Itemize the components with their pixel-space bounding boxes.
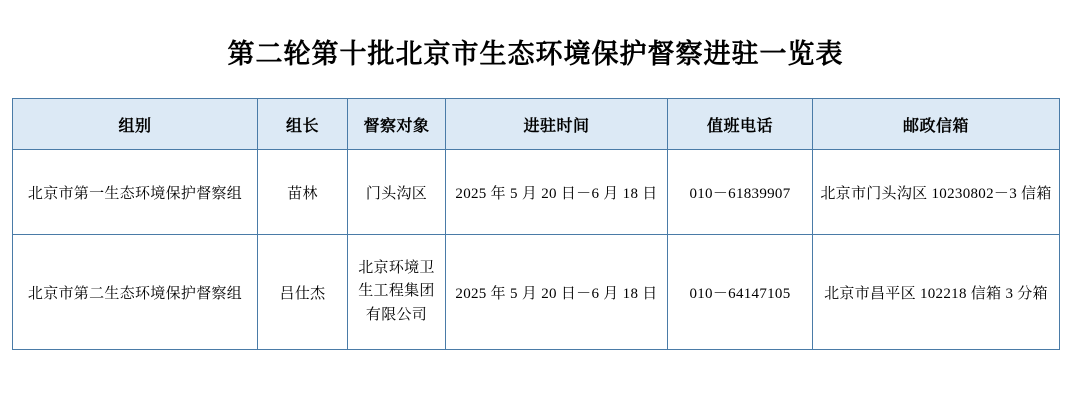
inspection-table <box>12 98 1060 350</box>
cell-mail: 北京市昌平区 102218 信箱 3 分箱 <box>813 235 1060 350</box>
cell-time: 2025 年 5 月 20 日－6 月 18 日 <box>446 150 668 235</box>
cell-target: 门头沟区 <box>348 150 446 235</box>
column-header-time: 进驻时间 <box>446 99 668 150</box>
cell-group: 北京市第二生态环境保护督察组 <box>13 235 258 350</box>
table-row <box>13 235 1060 350</box>
cell-target: 北京环境卫生工程集团有限公司 <box>348 235 446 350</box>
table-body <box>13 150 1060 350</box>
cell-group: 北京市第一生态环境保护督察组 <box>13 150 258 235</box>
cell-leader: 吕仕杰 <box>258 235 348 350</box>
table-header <box>13 99 1060 150</box>
cell-phone: 010－61839907 <box>668 150 813 235</box>
column-header-mail: 邮政信箱 <box>813 99 1060 150</box>
column-header-group: 组别 <box>13 99 258 150</box>
table-row <box>13 150 1060 235</box>
table-header-row <box>13 99 1060 150</box>
inspection-table-container <box>12 98 1059 350</box>
column-header-leader: 组长 <box>258 99 348 150</box>
column-header-target: 督察对象 <box>348 99 446 150</box>
cell-time: 2025 年 5 月 20 日－6 月 18 日 <box>446 235 668 350</box>
cell-phone: 010－64147105 <box>668 235 813 350</box>
column-header-phone: 值班电话 <box>668 99 813 150</box>
cell-leader: 苗林 <box>258 150 348 235</box>
cell-mail: 北京市门头沟区 10230802－3 信箱 <box>813 150 1060 235</box>
page-title: 第二轮第十批北京市生态环境保护督察进驻一览表 <box>227 39 844 69</box>
